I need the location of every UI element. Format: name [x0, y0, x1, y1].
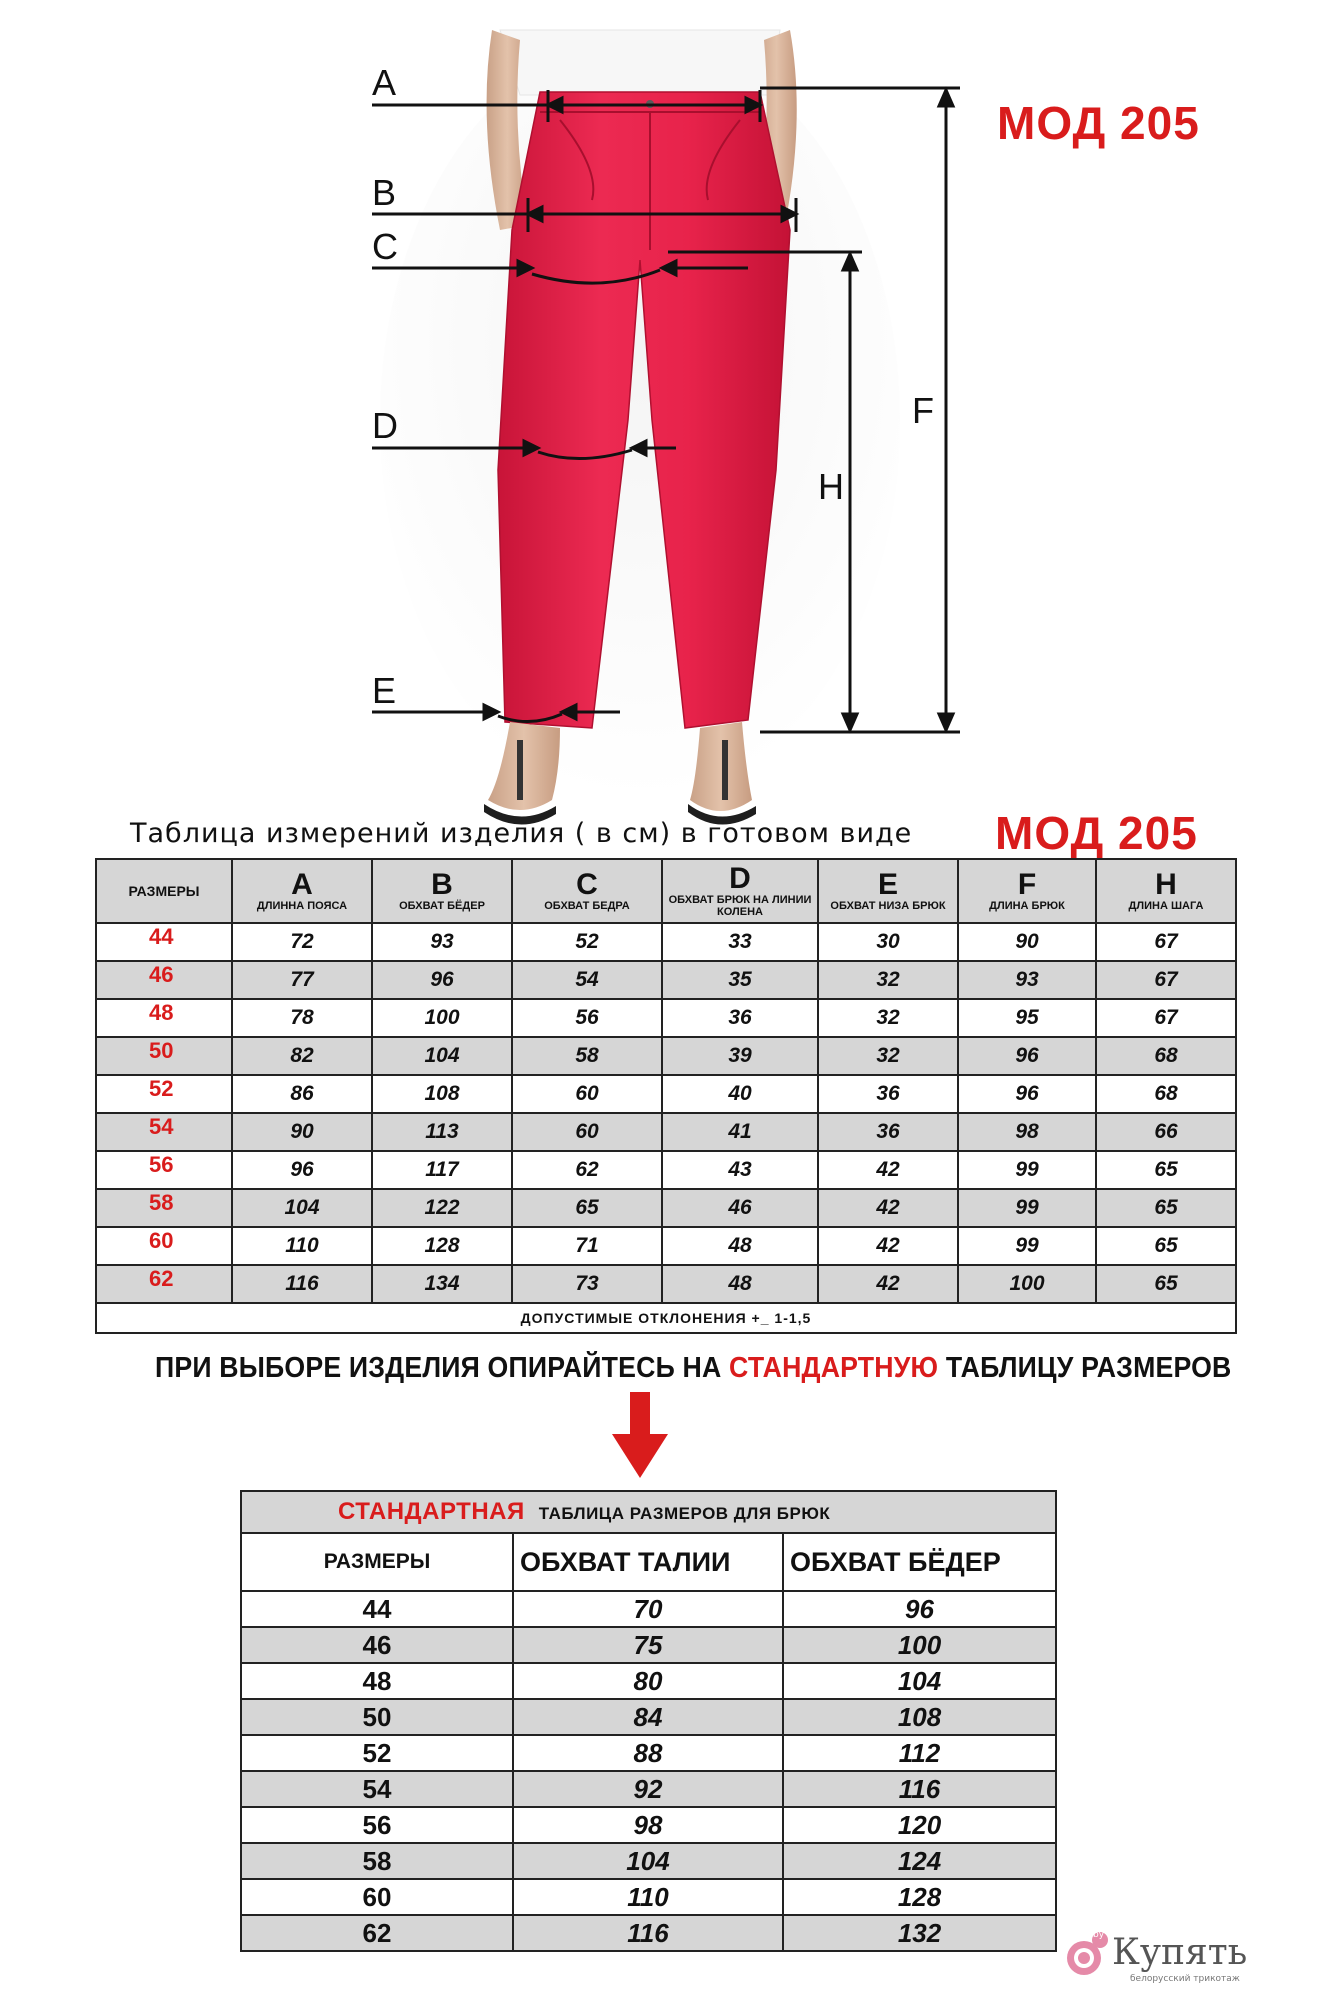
measurement-value: 68 [1096, 1075, 1236, 1113]
header-col-d: D ОБХВАТ БРЮК НА ЛИНИИ КОЛЕНА [662, 859, 818, 923]
white-top [500, 30, 780, 95]
size-cell: 44 [96, 923, 232, 961]
measurement-value: 93 [372, 923, 512, 961]
product-figure [0, 0, 1333, 830]
measurement-value: 41 [662, 1113, 818, 1151]
measurement-value: 82 [232, 1037, 372, 1075]
measurement-value: 48 [662, 1227, 818, 1265]
dimension-label-d: D [372, 405, 398, 446]
note-highlight: СТАНДАРТНУЮ [729, 1352, 939, 1384]
measurement-value: 67 [1096, 999, 1236, 1037]
measurement-value: 90 [958, 923, 1096, 961]
size-cell: 56 [96, 1151, 232, 1189]
measurement-row [96, 1037, 1236, 1075]
dimension-label-f: F [912, 390, 934, 431]
measurement-value: 104 [372, 1037, 512, 1075]
measurement-value: 39 [662, 1037, 818, 1075]
measurement-value: 96 [958, 1075, 1096, 1113]
size-advice-note: ПРИ ВЫБОРЕ ИЗДЕЛИЯ ОПИРАЙТЕСЬ НА СТАНДАРТНУЮ ТАБЛИЦУ РАЗМЕРОВ [155, 1352, 1232, 1384]
measurement-row [96, 999, 1236, 1037]
measurement-value: 100 [958, 1265, 1096, 1303]
std-header-hips: ОБХВАТ БЁДЕР [783, 1533, 1056, 1591]
measurement-value: 65 [512, 1189, 662, 1227]
measurement-value: 99 [958, 1227, 1096, 1265]
std-size-cell: 52 [241, 1735, 513, 1771]
measurement-row [96, 1189, 1236, 1227]
std-size-cell: 50 [241, 1699, 513, 1735]
std-waist-cell: 98 [513, 1807, 783, 1843]
standard-row [241, 1663, 1056, 1699]
std-size-cell: 58 [241, 1843, 513, 1879]
measurement-value: 71 [512, 1227, 662, 1265]
std-size-cell: 62 [241, 1915, 513, 1951]
measurement-value: 96 [372, 961, 512, 999]
std-hips-cell: 120 [783, 1807, 1056, 1843]
measurement-row [96, 1075, 1236, 1113]
header-col-h: H ДЛИНА ШАГА [1096, 859, 1236, 923]
std-header-sizes: РАЗМЕРЫ [241, 1533, 513, 1591]
header-sizes: РАЗМЕРЫ [96, 859, 232, 923]
table-model-title: МОД 205 [995, 807, 1198, 859]
measurement-value: 110 [232, 1227, 372, 1265]
measurement-value: 134 [372, 1265, 512, 1303]
measurement-value: 100 [372, 999, 512, 1037]
dimension-label-e: E [372, 670, 397, 711]
measurement-value: 73 [512, 1265, 662, 1303]
measurement-value: 42 [818, 1265, 958, 1303]
measurement-value: 52 [512, 923, 662, 961]
measurement-value: 42 [818, 1189, 958, 1227]
std-hips-cell: 96 [783, 1591, 1056, 1627]
std-size-cell: 56 [241, 1807, 513, 1843]
tolerance-note: ДОПУСТИМЫЕ ОТКЛОНЕНИЯ +_ 1-1,5 [96, 1303, 1236, 1333]
measurement-value: 96 [958, 1037, 1096, 1075]
std-waist-cell: 104 [513, 1843, 783, 1879]
standard-size-table [240, 1490, 1057, 1952]
standard-table-title: СТАНДАРТНАЯ ТАБЛИЦА РАЗМЕРОВ ДЛЯ БРЮК [241, 1491, 1056, 1533]
measurement-value: 65 [1096, 1265, 1236, 1303]
measurement-value: 77 [232, 961, 372, 999]
measurement-table-caption: Таблица измерений изделия ( в см) в готовом виде [130, 818, 913, 849]
model-title: МОД 205 [997, 97, 1200, 149]
measurement-value: 60 [512, 1113, 662, 1151]
measurement-value: 86 [232, 1075, 372, 1113]
measurement-value: 99 [958, 1189, 1096, 1227]
measurement-row [96, 923, 1236, 961]
measurement-value: 113 [372, 1113, 512, 1151]
standard-row [241, 1627, 1056, 1663]
std-waist-cell: 75 [513, 1627, 783, 1663]
measurement-value: 33 [662, 923, 818, 961]
measurement-value: 72 [232, 923, 372, 961]
measurement-value: 128 [372, 1227, 512, 1265]
dimension-label-b: B [372, 172, 397, 213]
std-size-cell: 46 [241, 1627, 513, 1663]
measurement-header-row [96, 859, 1236, 923]
measurement-table [95, 858, 1237, 1334]
measurement-row [96, 1113, 1236, 1151]
size-cell: 62 [96, 1265, 232, 1303]
measurement-value: 65 [1096, 1151, 1236, 1189]
measurement-value: 96 [232, 1151, 372, 1189]
measurement-value: 98 [958, 1113, 1096, 1151]
std-hips-cell: 124 [783, 1843, 1056, 1879]
measurement-value: 32 [818, 1037, 958, 1075]
standard-row [241, 1699, 1056, 1735]
size-cell: 54 [96, 1113, 232, 1151]
measurement-value: 54 [512, 961, 662, 999]
standard-row [241, 1771, 1056, 1807]
std-hips-cell: 132 [783, 1915, 1056, 1951]
measurement-value: 66 [1096, 1113, 1236, 1151]
std-header-waist: ОБХВАТ ТАЛИИ [513, 1533, 783, 1591]
measurement-value: 67 [1096, 961, 1236, 999]
arrow-down-icon [612, 1392, 668, 1478]
std-hips-cell: 104 [783, 1663, 1056, 1699]
measurement-value: 35 [662, 961, 818, 999]
measurement-value: 104 [232, 1189, 372, 1227]
measurement-value: 93 [958, 961, 1096, 999]
measurement-value: 99 [958, 1151, 1096, 1189]
size-cell: 58 [96, 1189, 232, 1227]
standard-row [241, 1807, 1056, 1843]
std-waist-cell: 80 [513, 1663, 783, 1699]
standard-row [241, 1591, 1056, 1627]
standard-row [241, 1843, 1056, 1879]
standard-row [241, 1879, 1056, 1915]
logo-wordmark: Купять [1112, 1932, 1248, 1973]
std-waist-cell: 110 [513, 1879, 783, 1915]
measurement-row [96, 1227, 1236, 1265]
measurement-row [96, 961, 1236, 999]
measurement-value: 116 [232, 1265, 372, 1303]
header-col-a: A ДЛИННА ПОЯСА [232, 859, 372, 923]
measurement-value: 65 [1096, 1189, 1236, 1227]
std-size-cell: 48 [241, 1663, 513, 1699]
measurement-value: 95 [958, 999, 1096, 1037]
measurement-value: 40 [662, 1075, 818, 1113]
size-cell: 52 [96, 1075, 232, 1113]
brand-logo [1060, 1928, 1330, 1994]
std-hips-cell: 100 [783, 1627, 1056, 1663]
size-cell: 46 [96, 961, 232, 999]
size-cell: 48 [96, 999, 232, 1037]
measurement-value: 58 [512, 1037, 662, 1075]
header-col-e: E ОБХВАТ НИЗА БРЮК [818, 859, 958, 923]
logo-tagline: белорусский трикотаж [1130, 1974, 1240, 1984]
size-cell: 50 [96, 1037, 232, 1075]
std-size-cell: 60 [241, 1879, 513, 1915]
measurement-value: 46 [662, 1189, 818, 1227]
std-waist-cell: 84 [513, 1699, 783, 1735]
measurement-row [96, 1265, 1236, 1303]
measurement-value: 117 [372, 1151, 512, 1189]
measurement-value: 42 [818, 1227, 958, 1265]
size-cell: 60 [96, 1227, 232, 1265]
measurement-value: 43 [662, 1151, 818, 1189]
standard-row [241, 1735, 1056, 1771]
measurement-value: 36 [818, 1075, 958, 1113]
std-hips-cell: 116 [783, 1771, 1056, 1807]
measurement-value: 56 [512, 999, 662, 1037]
measurement-value: 78 [232, 999, 372, 1037]
header-col-c: C ОБХВАТ БЕДРА [512, 859, 662, 923]
measurement-value: 90 [232, 1113, 372, 1151]
measurement-value: 68 [1096, 1037, 1236, 1075]
std-waist-cell: 88 [513, 1735, 783, 1771]
dimension-label-c: C [372, 226, 398, 267]
measurement-value: 122 [372, 1189, 512, 1227]
std-waist-cell: 92 [513, 1771, 783, 1807]
measurement-value: 36 [818, 1113, 958, 1151]
measurement-value: 108 [372, 1075, 512, 1113]
measurement-value: 67 [1096, 923, 1236, 961]
logo-badge: by [1093, 1930, 1105, 1940]
dimension-label-a: A [372, 62, 397, 103]
header-col-f: F ДЛИНА БРЮК [958, 859, 1096, 923]
standard-row [241, 1915, 1056, 1951]
std-hips-cell: 128 [783, 1879, 1056, 1915]
measurement-value: 42 [818, 1151, 958, 1189]
measurement-value: 32 [818, 961, 958, 999]
measurement-value: 32 [818, 999, 958, 1037]
measurement-value: 60 [512, 1075, 662, 1113]
std-waist-cell: 70 [513, 1591, 783, 1627]
header-col-b: B ОБХВАТ БЁДЕР [372, 859, 512, 923]
std-size-cell: 44 [241, 1591, 513, 1627]
dimension-label-h: H [818, 466, 844, 507]
measurement-value: 48 [662, 1265, 818, 1303]
measurement-value: 65 [1096, 1227, 1236, 1265]
measurement-row [96, 1151, 1236, 1189]
std-waist-cell: 116 [513, 1915, 783, 1951]
std-hips-cell: 112 [783, 1735, 1056, 1771]
std-hips-cell: 108 [783, 1699, 1056, 1735]
measurement-value: 30 [818, 923, 958, 961]
measurement-value: 62 [512, 1151, 662, 1189]
std-size-cell: 54 [241, 1771, 513, 1807]
measurement-value: 36 [662, 999, 818, 1037]
